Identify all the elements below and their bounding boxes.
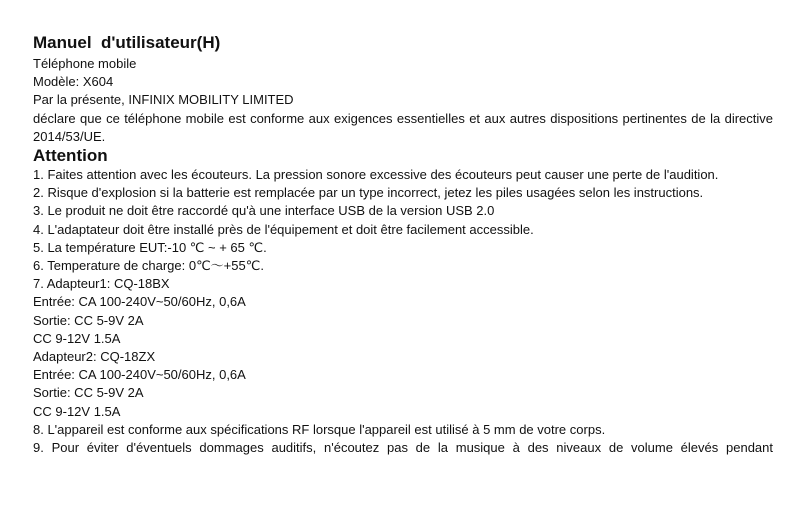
attention-item-8: 8. L'appareil est conforme aux spécifications RF lorsque l'appareil est utilisé à 5 mm de votre corps. bbox=[33, 421, 606, 437]
intro-line-phone: Téléphone mobile bbox=[33, 56, 137, 71]
intro-line-model: Modèle: X604 bbox=[33, 74, 114, 90]
declaration-paragraph: déclare que ce téléphone mobile est conforme aux exigences essentielles et aux autres dispositions pertinentes de la directive 2014/53/UE. bbox=[33, 110, 773, 144]
adapter2-output-2: CC 9-12V 1.5A bbox=[33, 403, 121, 419]
adapter1-model: 7. Adapteur1: CQ-18BX bbox=[33, 276, 170, 292]
intro-line-company: Par la présente, INFINIX MOBILITY LIMITED bbox=[33, 92, 294, 108]
attention-item-2: 2. Risque d'explosion si la batterie est remplacée par un type incorrect, jetez les piles usagées selon les instructions. bbox=[33, 185, 704, 201]
adapter2-model: Adapteur2: CQ-18ZX bbox=[33, 349, 156, 365]
attention-item-9: 9. Pour éviter d'éventuels dommages auditifs, n'écoutez pas de la musique à des niveaux de volume élevés pendant bbox=[33, 440, 773, 456]
attention-item-1: 1. Faites attention avec les écouteurs. La pression sonore excessive des écouteurs peut causer une perte de l'audition. bbox=[33, 167, 719, 183]
attention-item-4: 4. L'adaptateur doit être installé près de l'équipement et doit être facilement accessible. bbox=[33, 221, 534, 237]
document-title: Manuel d'utilisateur(H) bbox=[33, 33, 221, 52]
adapter1-input: Entrée: CA 100-240V~50/60Hz, 0,6A bbox=[33, 294, 246, 310]
adapter2-output-1: Sortie: CC 5-9V 2A bbox=[33, 385, 144, 401]
attention-item-3: 3. Le produit ne doit être raccordé qu'à une interface USB de la version USB 2.0 bbox=[33, 203, 495, 219]
attention-item-5: 5. La température EUT:-10 ℃ ~ + 65 ℃. bbox=[33, 239, 267, 255]
adapter1-output-1: Sortie: CC 5-9V 2A bbox=[33, 312, 144, 328]
attention-heading: Attention bbox=[33, 146, 108, 166]
adapter2-input: Entrée: CA 100-240V~50/60Hz, 0,6A bbox=[33, 367, 246, 383]
manual-page bbox=[33, 32, 773, 457]
attention-item-6: 6. Temperature de charge: 0℃～+55℃. bbox=[33, 258, 264, 274]
adapter1-output-2: CC 9-12V 1.5A bbox=[33, 330, 121, 346]
